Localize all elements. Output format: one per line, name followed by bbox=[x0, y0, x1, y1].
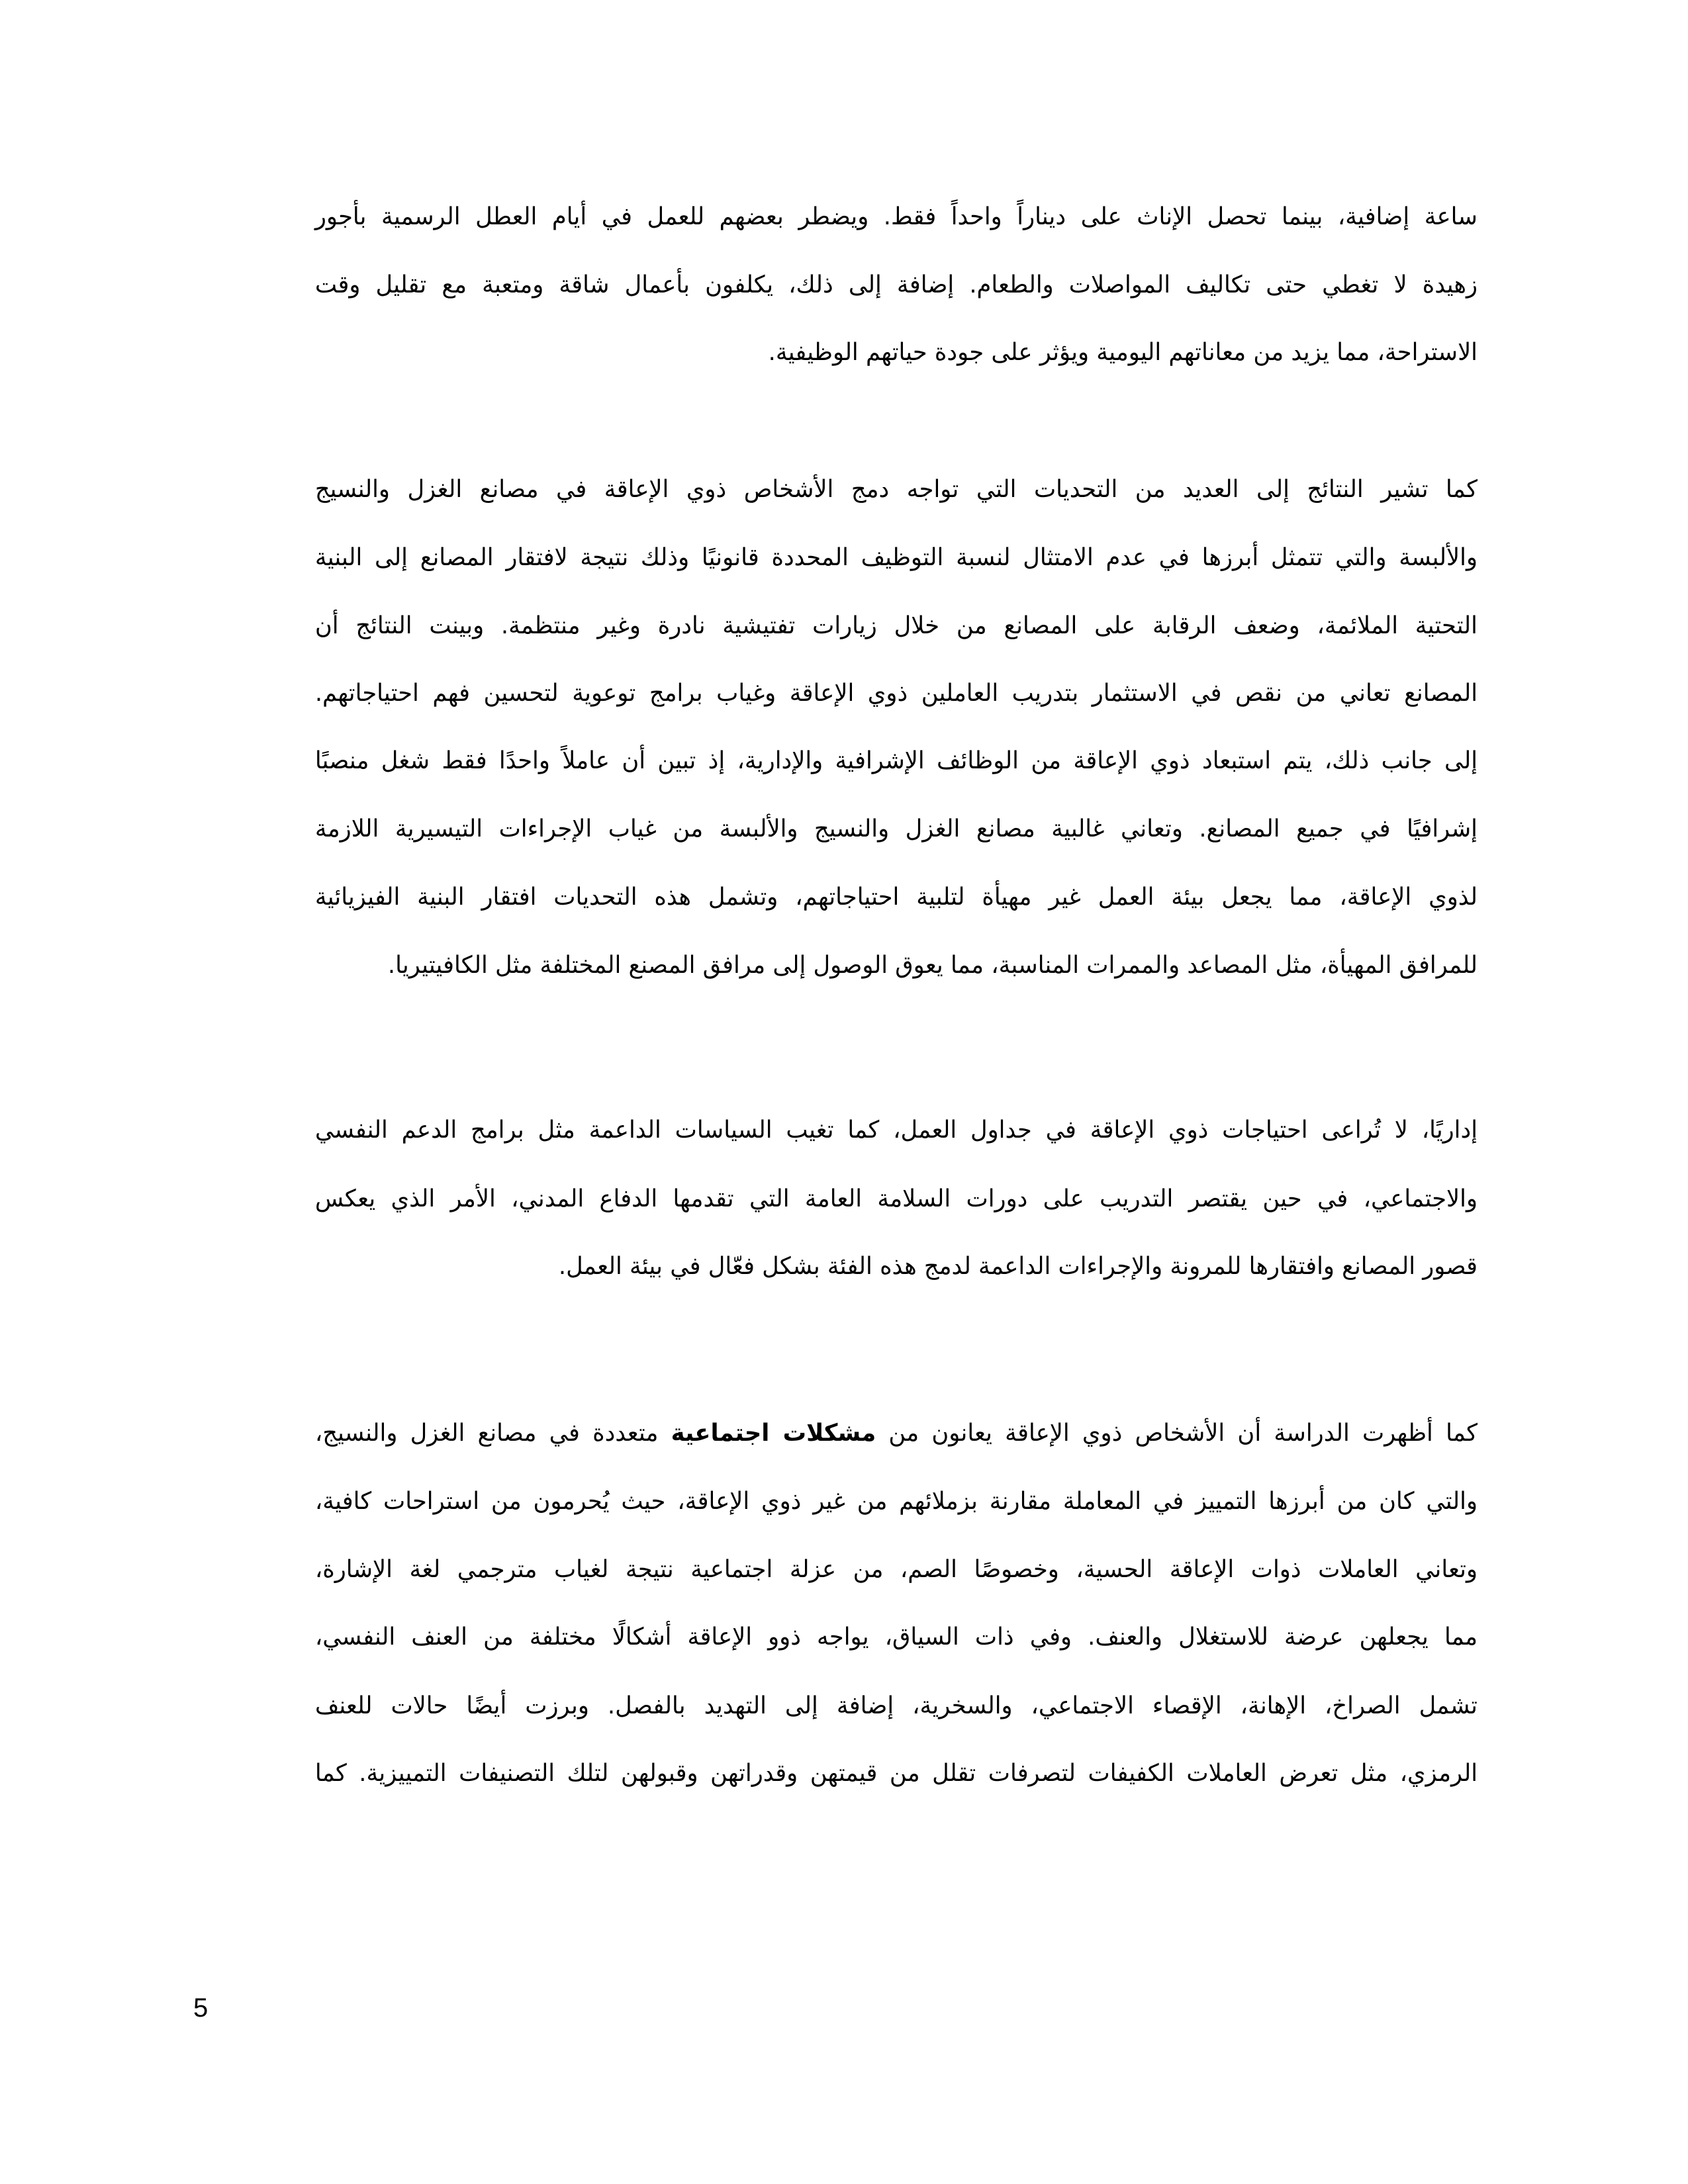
paragraph-4-line-3: وتعاني العاملات ذوات الإعاقة الحسية، وخصوصًا الصم، من عزلة اجتماعية نتيجة لغياب مترجمي لغة الإشارة، bbox=[314, 1556, 1477, 1583]
emphasis-social-problems: مشكلات اجتماعية bbox=[671, 1420, 876, 1447]
paragraph-4-line-1-start: كما أظهرت الدراسة أن الأشخاص ذوي الإعاقة يعانون من bbox=[876, 1420, 1478, 1447]
paragraph-4-line-2: والتي كان من أبرزها التمييز في المعاملة مقارنة بزملائهم من غير ذوي الإعاقة، حيث يُحرمون من استراحات كافية، bbox=[314, 1488, 1477, 1515]
paragraph-4-line-6: الرمزي، مثل تعرض العاملات الكفيفات لتصرفات تقلل من قيمتهن وقدراتهن وقبولهن لتلك التصنيفات التمييزية. كما bbox=[314, 1760, 1477, 1787]
paragraph-1-line-3: الاستراحة، مما يزيد من معاناتهم اليومية ويؤثر على جودة حياتهم الوظيفية. bbox=[768, 339, 1477, 366]
paragraph-1-line-1: ساعة إضافية، بينما تحصل الإناث على ديناراً واحداً فقط. ويضطر بعضهم للعمل في أيام العطل الرسمية بأجور bbox=[314, 203, 1477, 230]
paragraph-3-line-2: والاجتماعي، في حين يقتصر التدريب على دورات السلامة العامة التي تقدمها الدفاع المدني، الأمر الذي يعكس bbox=[314, 1185, 1477, 1212]
paragraph-2-line-6: إشرافيًا في جميع المصانع. وتعاني غالبية مصانع الغزل والنسيج والألبسة من غياب الإجراءات التيسيرية اللازمة bbox=[314, 815, 1477, 842]
paragraph-2-line-3: التحتية الملائمة، وضعف الرقابة على المصانع من خلال زيارات تفتيشية نادرة وغير منتظمة. وبينت النتائج أن bbox=[314, 612, 1477, 639]
paragraph-2-line-7: لذوي الإعاقة، مما يجعل بيئة العمل غير مهيأة لتلبية احتياجاتهم، وتشمل هذه التحديات افتقار البنية الفيزيائية bbox=[314, 884, 1477, 911]
paragraph-1-line-2: زهيدة لا تغطي حتى تكاليف المواصلات والطعام. إضافة إلى ذلك، يكلفون بأعمال شاقة ومتعبة مع تقليل وقت bbox=[314, 271, 1477, 298]
paragraph-3-line-3: قصور المصانع وافتقارها للمرونة والإجراءات الداعمة لدمج هذه الفئة بشكل فعّال في بيئة العمل. bbox=[558, 1253, 1477, 1280]
paragraph-4-line-1-end: متعددة في مصانع الغزل والنسيج، bbox=[314, 1420, 671, 1447]
paragraph-4-line-1 bbox=[315, 1414, 1477, 1453]
paragraph-2-line-2: والألبسة والتي تتمثل أبرزها في عدم الامتثال لنسبة التوظيف المحددة قانونيًا وذلك نتيجة لافتقار المصانع إلى البنية bbox=[314, 544, 1477, 571]
paragraph-4-line-4: مما يجعلهن عرضة للاستغلال والعنف. وفي ذات السياق، يواجه ذوو الإعاقة أشكالًا مختلفة من العنف النفسي، bbox=[314, 1623, 1477, 1651]
paragraph-3-line-1: إداريًا، لا تُراعى احتياجات ذوي الإعاقة في جداول العمل، كما تغيب السياسات الداعمة مثل برامج الدعم النفسي bbox=[314, 1116, 1477, 1144]
paragraph-2-line-4: المصانع تعاني من نقص في الاستثمار بتدريب العاملين ذوي الإعاقة وغياب برامج توعوية لتحسين فهم احتياجاتهم. bbox=[314, 680, 1477, 707]
paragraph-2-line-1: كما تشير النتائج إلى العديد من التحديات التي تواجه دمج الأشخاص ذوي الإعاقة في مصانع الغزل والنسيج bbox=[314, 476, 1477, 503]
paragraph-2-line-8: للمرافق المهيأة، مثل المصاعد والممرات المناسبة، مما يعوق الوصول إلى مرافق المصنع المختلفة مثل الكافيتيريا. bbox=[387, 952, 1478, 979]
paragraph-2-line-5: إلى جانب ذلك، يتم استبعاد ذوي الإعاقة من الوظائف الإشرافية والإدارية، إذ تبين أن عاملاً واحدًا فقط شغل منصبًا bbox=[314, 747, 1477, 774]
page-number: 5 bbox=[193, 1993, 209, 2023]
paragraph-4-line-5: تشمل الصراخ، الإهانة، الإقصاء الاجتماعي، والسخرية، إضافة إلى التهديد بالفصل. وبرزت أيضًا حالات للعنف bbox=[314, 1692, 1477, 1719]
